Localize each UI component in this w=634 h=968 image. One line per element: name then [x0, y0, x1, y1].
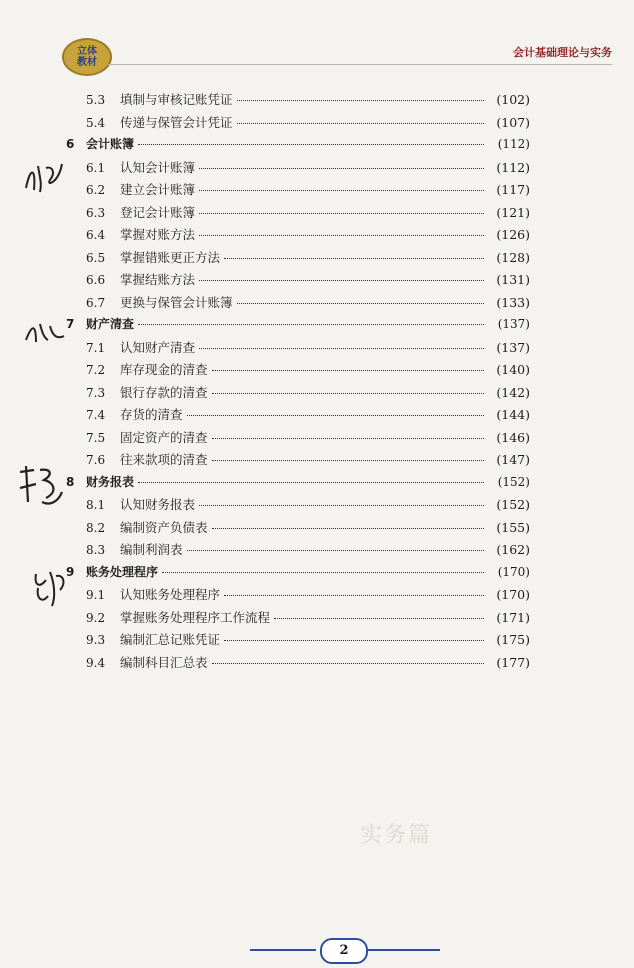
toc-entry-number: 7.5 — [86, 430, 106, 445]
toc-entry-page: (112) — [496, 159, 530, 175]
toc-entry-number: 9.1 — [86, 588, 106, 602]
toc-entry-title: 掌握错账更正方法 — [120, 249, 221, 265]
toc-section-row — [60, 428, 530, 451]
toc-entry-page: (107) — [496, 114, 530, 130]
toc-entry-number: 7.2 — [86, 363, 106, 377]
toc-section-row — [60, 158, 530, 181]
toc-section-row — [60, 405, 530, 428]
toc-section-row — [60, 203, 530, 226]
toc-leader-dots — [212, 370, 484, 371]
toc-leader-dots — [212, 438, 484, 439]
toc-entry-number: 6.5 — [86, 250, 106, 265]
toc-leader-dots — [199, 280, 484, 281]
toc-entry-page: (131) — [496, 272, 530, 287]
toc-entry-title: 财务报表 — [86, 474, 135, 489]
toc-entry-page: (170) — [497, 564, 530, 579]
toc-section-row — [60, 540, 530, 563]
page-footer — [250, 938, 440, 962]
toc-entry-number: 6.7 — [86, 295, 106, 310]
toc-leader-dots — [199, 235, 484, 236]
toc-section-row — [60, 518, 530, 541]
toc-leader-dots — [138, 482, 484, 483]
toc-entry-number: 7.6 — [86, 453, 106, 467]
toc-section-row — [60, 338, 530, 361]
toc-entry-page: (155) — [496, 519, 530, 535]
toc-entry-page: (146) — [496, 429, 530, 445]
toc-leader-dots — [199, 213, 484, 214]
toc-entry-number: 6 — [66, 137, 75, 151]
logo-line-2: 教材 — [77, 57, 97, 68]
toc-leader-dots — [224, 640, 484, 641]
toc-entry-title: 往来款项的清查 — [120, 452, 208, 467]
toc-section-row — [60, 225, 530, 248]
toc-entry-number: 6.2 — [86, 183, 106, 197]
toc-entry-number: 7.1 — [86, 340, 106, 355]
toc-entry-page: (171) — [496, 609, 530, 625]
toc-entry-number: 9.4 — [86, 655, 106, 670]
handwritten-mark-2 — [22, 318, 66, 348]
toc-chapter-row — [60, 563, 530, 586]
toc-entry-page: (137) — [496, 339, 530, 355]
toc-section-row — [60, 360, 530, 383]
handwritten-mark-1 — [22, 158, 66, 198]
toc-leader-dots — [162, 572, 484, 573]
toc-leader-dots — [212, 528, 484, 529]
toc-section-row — [60, 90, 530, 113]
handwritten-mark-4 — [30, 566, 70, 610]
toc-leader-dots — [199, 348, 484, 349]
toc-leader-dots — [212, 460, 484, 461]
toc-entry-number: 6.1 — [86, 160, 106, 175]
toc-leader-dots — [187, 415, 484, 416]
toc-entry-page: (152) — [497, 474, 530, 489]
toc-section-row — [60, 450, 530, 473]
toc-leader-dots — [237, 303, 484, 304]
running-header-title: 会计基础理论与实务 — [513, 46, 612, 59]
toc-leader-dots — [212, 393, 484, 394]
toc-section-row — [60, 270, 530, 293]
book-logo — [62, 38, 112, 76]
toc-entry-title: 库存现金的清查 — [120, 362, 208, 377]
toc-entry-title: 建立会计账簿 — [120, 182, 196, 197]
toc-section-row — [60, 653, 530, 676]
toc-section-row — [60, 495, 530, 518]
toc-section-row — [60, 113, 530, 136]
toc-leader-dots — [224, 258, 484, 259]
toc-section-row — [60, 180, 530, 203]
toc-leader-dots — [224, 595, 484, 596]
toc-entry-page: (162) — [496, 542, 530, 557]
toc-leader-dots — [274, 618, 484, 619]
toc-entry-title: 存货的清查 — [120, 407, 183, 422]
toc-entry-title: 掌握结账方法 — [120, 272, 196, 287]
toc-chapter-row — [60, 315, 530, 338]
toc-entry-title: 传递与保管会计凭证 — [120, 114, 233, 130]
toc-entry-number: 9.2 — [86, 610, 106, 625]
toc-entry-page: (142) — [496, 384, 530, 400]
toc-entry-page: (133) — [496, 294, 530, 310]
toc-chapter-row — [60, 473, 530, 496]
bleed-through-heading: 实务篇 — [360, 823, 433, 848]
toc-entry-page: (121) — [496, 204, 530, 220]
toc-entry-number: 6.6 — [86, 273, 106, 287]
toc-entry-page: (112) — [497, 137, 530, 151]
toc-entry-title: 认知财务报表 — [120, 497, 196, 512]
toc-entry-title: 掌握对账方法 — [120, 227, 196, 242]
toc-entry-title: 编制汇总记账凭证 — [120, 632, 221, 647]
toc-entry-page: (102) — [496, 92, 530, 107]
toc-leader-dots — [212, 663, 484, 664]
toc-entry-page: (175) — [496, 632, 530, 647]
toc-entry-page: (126) — [496, 227, 530, 242]
toc-leader-dots — [187, 550, 484, 551]
toc-entry-title: 财产清查 — [86, 317, 135, 331]
toc-entry-number: 9 — [66, 564, 75, 579]
toc-section-row — [60, 248, 530, 271]
toc-section-row — [60, 608, 530, 631]
toc-entry-number: 5.4 — [86, 115, 106, 130]
toc-chapter-row — [60, 135, 530, 158]
toc-entry-number: 6.3 — [86, 205, 106, 220]
handwritten-mark-3 — [14, 462, 66, 512]
toc-leader-dots — [237, 123, 484, 124]
toc-leader-dots — [199, 190, 484, 191]
toc-entry-title: 掌握账务处理程序工作流程 — [120, 609, 271, 625]
toc-leader-dots — [237, 100, 484, 101]
toc-entry-title: 认知财产清查 — [120, 339, 196, 355]
toc-entry-number: 8.2 — [86, 520, 106, 535]
toc-entry-title: 编制科目汇总表 — [120, 654, 208, 670]
toc-entry-title: 账务处理程序 — [86, 564, 159, 579]
toc-entry-number: 7.4 — [86, 408, 106, 422]
toc-entry-title: 银行存款的清查 — [120, 384, 208, 400]
toc-leader-dots — [138, 144, 484, 145]
toc-entry-page: (147) — [496, 452, 530, 467]
footer-rule-right — [368, 949, 440, 951]
toc-entry-title: 登记会计账簿 — [120, 204, 196, 220]
toc-entry-page: (140) — [496, 362, 530, 377]
toc-entry-title: 更换与保管会计账簿 — [120, 294, 233, 310]
toc-entry-title: 编制利润表 — [120, 542, 183, 557]
toc-entry-page: (117) — [496, 182, 530, 197]
footer-rule-left — [250, 949, 316, 951]
table-of-contents — [60, 90, 530, 675]
toc-entry-number: 8.1 — [86, 498, 106, 512]
toc-entry-number: 7.3 — [86, 385, 106, 400]
toc-section-row — [60, 293, 530, 316]
toc-entry-number: 9.3 — [86, 633, 106, 647]
toc-entry-title: 固定资产的清查 — [120, 429, 208, 445]
toc-entry-title: 会计账簿 — [86, 137, 135, 151]
toc-entry-page: (128) — [496, 249, 530, 265]
toc-entry-page: (177) — [496, 654, 530, 670]
toc-entry-page: (152) — [496, 497, 530, 512]
toc-leader-dots — [199, 168, 484, 169]
toc-entry-number: 8 — [66, 474, 75, 489]
toc-entry-title: 编制资产负债表 — [120, 519, 208, 535]
toc-leader-dots — [199, 505, 484, 506]
toc-section-row — [60, 630, 530, 653]
toc-entry-number: 5.3 — [86, 93, 106, 107]
toc-entry-title: 填制与审核记账凭证 — [120, 92, 233, 107]
toc-entry-page: (144) — [496, 407, 530, 422]
toc-section-row — [60, 585, 530, 608]
toc-entry-title: 认知会计账簿 — [120, 159, 196, 175]
toc-entry-number: 6.4 — [86, 228, 106, 242]
toc-entry-number: 7 — [66, 317, 75, 331]
toc-section-row — [60, 383, 530, 406]
toc-entry-page: (170) — [496, 587, 530, 602]
logo-line-1: 立体 — [77, 46, 97, 57]
toc-entry-title: 认知账务处理程序 — [120, 587, 221, 602]
toc-entry-number: 8.3 — [86, 543, 106, 557]
toc-leader-dots — [138, 324, 484, 325]
page-number: 2 — [320, 938, 368, 964]
toc-entry-page: (137) — [497, 317, 530, 331]
header-rule — [108, 64, 612, 65]
